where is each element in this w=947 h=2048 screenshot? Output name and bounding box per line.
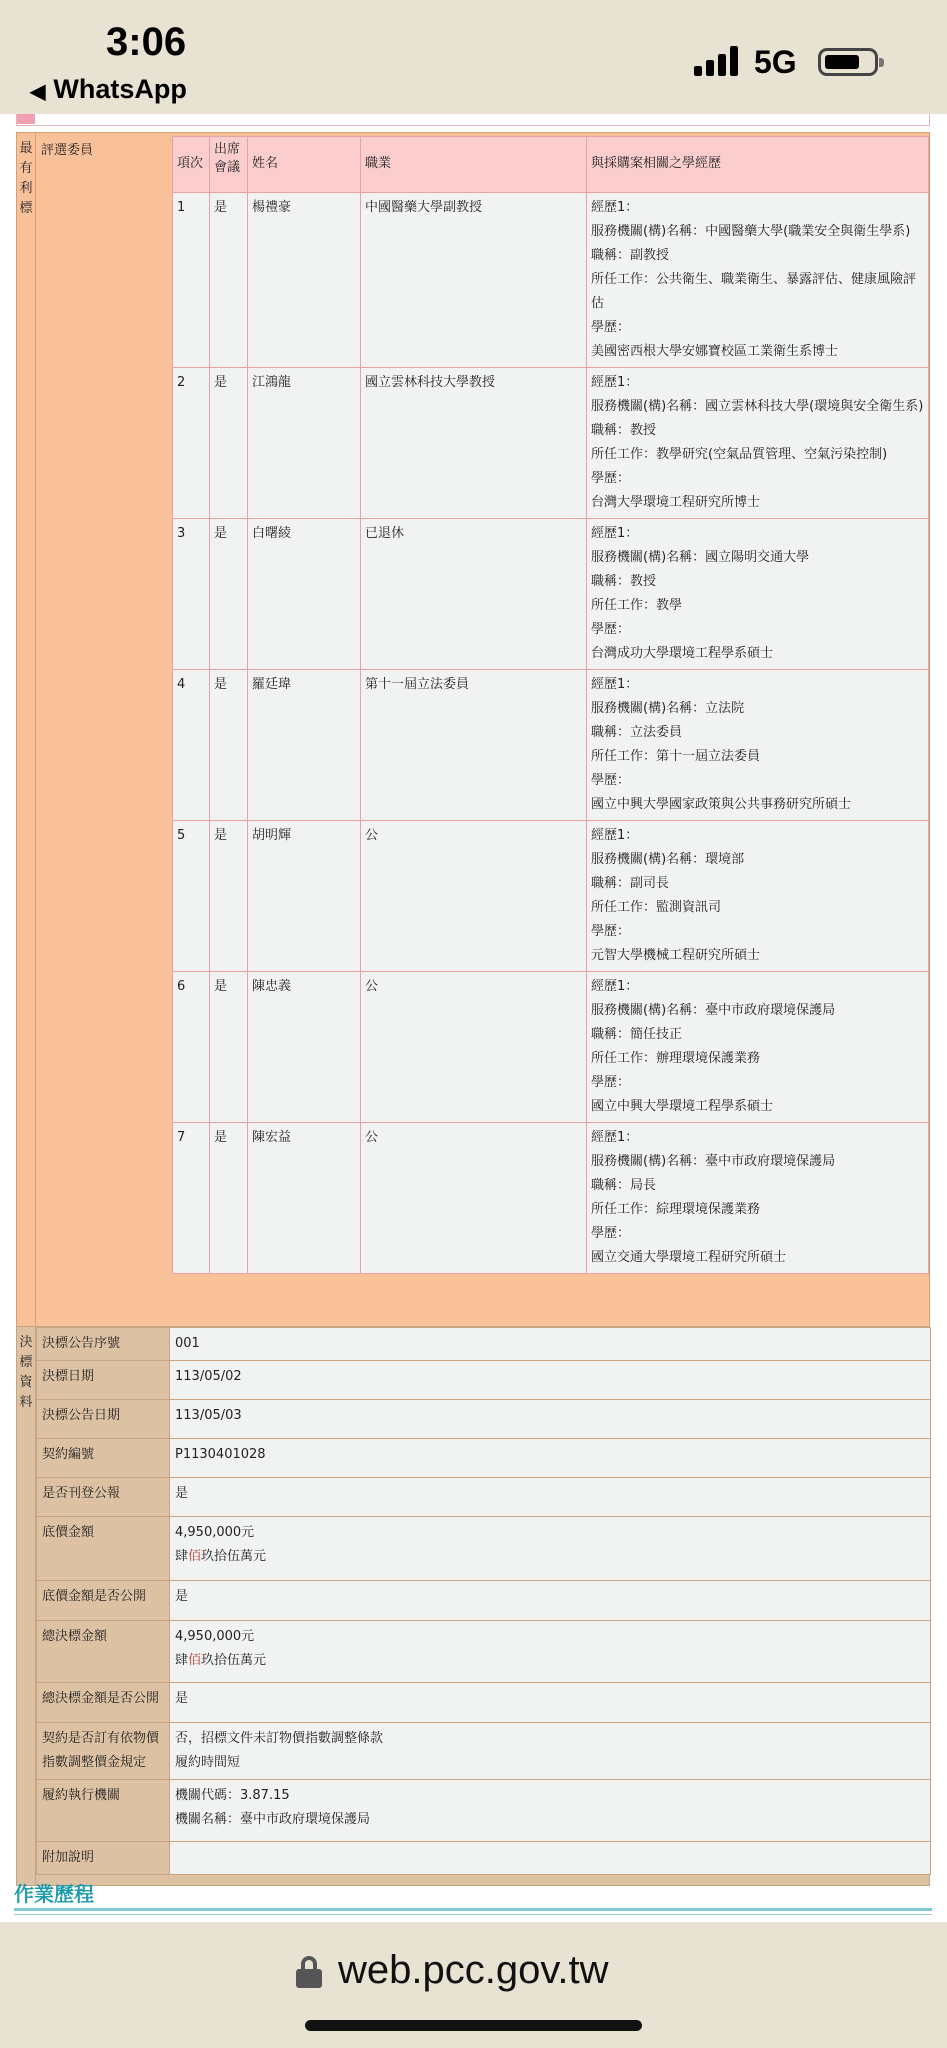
award-row-price-adjust (37, 1723, 931, 1780)
experience-line: 經歷1： (591, 1130, 639, 1145)
award-value: 113/05/03 (170, 1400, 931, 1439)
base-price-amount: 4,950,000元 (175, 1525, 255, 1540)
experience-line: 所任工作：公共衛生、職業衛生、暴露評估、健康風險評估 (591, 272, 917, 311)
experience-line: 職稱：局長 (591, 1178, 657, 1193)
award-value (170, 1842, 931, 1875)
experience-line: 學歷： (591, 471, 631, 486)
award-value: 是 (170, 1683, 931, 1723)
award-table (36, 1327, 931, 1875)
experience-line: 美國密西根大學安娜寶校區工業衛生系博士 (591, 344, 839, 359)
col-header-experience: 與採購案相關之學經歷 (587, 137, 929, 193)
award-row-note (37, 1842, 931, 1875)
cellular-signal-icon (694, 46, 740, 76)
experience-line: 所任工作：教學 (591, 598, 683, 613)
award-label: 決標公告序號 (37, 1328, 170, 1361)
experience-line: 所任工作：監測資訊司 (591, 900, 722, 915)
award-value: 是 (170, 1581, 931, 1621)
col-header-attend: 出席會議 (210, 137, 248, 193)
browser-address-bar[interactable] (0, 1922, 947, 2048)
committee-row (173, 193, 929, 368)
total-price-amount: 4,950,000元 (175, 1629, 255, 1644)
back-triangle-icon: ◀ (30, 81, 46, 103)
committee-cell-name: 江鴻龍 (248, 368, 361, 519)
experience-line: 學歷： (591, 773, 631, 788)
committee-cell-name: 羅廷瑋 (248, 670, 361, 821)
best-value-section (16, 132, 930, 1330)
back-app-label: WhatsApp (53, 74, 187, 104)
committee-cell-no: 1 (173, 193, 210, 368)
award-row-total-public (37, 1683, 931, 1723)
committee-row (173, 670, 929, 821)
experience-line: 服務機關(構)名稱：臺中市政府環境保護局 (591, 1003, 836, 1018)
committee-cell-experience (587, 821, 929, 972)
committee-cell-attend: 是 (210, 670, 248, 821)
committee-cell-job: 公 (361, 821, 587, 972)
committee-cell-experience (587, 1123, 929, 1274)
committee-row (173, 972, 929, 1123)
battery-icon (818, 48, 878, 76)
experience-line: 職稱：副教授 (591, 248, 670, 263)
award-label: 履約執行機關 (37, 1780, 170, 1842)
experience-line: 元智大學機械工程研究所碩士 (591, 948, 761, 963)
base-price-words: 肆佰玖拾伍萬元 (175, 1549, 267, 1564)
evaluation-committee-label: 評選委員 (41, 143, 94, 158)
lock-icon (296, 1956, 322, 1988)
experience-line: 職稱：簡任技正 (591, 1027, 683, 1042)
experience-line: 學歷： (591, 622, 631, 637)
history-table-edge (14, 1914, 932, 1922)
committee-cell-no: 7 (173, 1123, 210, 1274)
committee-cell-job: 國立雲林科技大學教授 (361, 368, 587, 519)
committee-cell-attend: 是 (210, 1123, 248, 1274)
award-row-total-price (37, 1621, 931, 1683)
committee-cell-name: 胡明輝 (248, 821, 361, 972)
experience-line: 所任工作：辦理環境保護業務 (591, 1051, 761, 1066)
experience-line: 服務機關(構)名稱：國立陽明交通大學 (591, 550, 810, 565)
committee-cell-job: 已退休 (361, 519, 587, 670)
experience-line: 經歷1： (591, 526, 639, 541)
award-value: P1130401028 (170, 1439, 931, 1478)
award-row-base-public (37, 1581, 931, 1621)
committee-cell-experience (587, 368, 929, 519)
experience-line: 所任工作：綜理環境保護業務 (591, 1202, 761, 1217)
award-value: 113/05/02 (170, 1361, 931, 1400)
award-label: 附加說明 (37, 1842, 170, 1875)
history-divider (14, 1908, 932, 1911)
committee-cell-no: 6 (173, 972, 210, 1123)
experience-line: 職稱：教授 (591, 574, 657, 589)
committee-cell-no: 4 (173, 670, 210, 821)
committee-cell-attend: 是 (210, 519, 248, 670)
committee-cell-attend: 是 (210, 193, 248, 368)
experience-line: 國立交通大學環境工程研究所碩士 (591, 1250, 787, 1265)
experience-line: 學歷： (591, 1075, 631, 1090)
url-text[interactable]: web.pcc.gov.tw (338, 1948, 609, 1992)
committee-cell-experience (587, 193, 929, 368)
experience-line: 服務機關(構)名稱：環境部 (591, 852, 745, 867)
col-header-job: 職業 (361, 137, 587, 193)
experience-line: 所任工作：教學研究(空氣品質管理、空氣污染控制) (591, 447, 888, 462)
committee-cell-job: 中國醫藥大學副教授 (361, 193, 587, 368)
experience-line: 經歷1： (591, 828, 639, 843)
total-price-words: 肆佰玖拾伍萬元 (175, 1653, 267, 1668)
committee-cell-job: 公 (361, 972, 587, 1123)
experience-line: 服務機關(構)名稱：臺中市政府環境保護局 (591, 1154, 836, 1169)
award-side-label: 決 標 資 料 (17, 1327, 36, 1885)
experience-line: 經歷1： (591, 677, 639, 692)
award-label: 決標公告日期 (37, 1400, 170, 1439)
web-page (0, 114, 947, 1922)
award-row (37, 1361, 931, 1400)
committee-cell-job: 公 (361, 1123, 587, 1274)
award-label: 是否刊登公報 (37, 1478, 170, 1517)
col-header-name: 姓名 (248, 137, 361, 193)
award-label: 底價金額是否公開 (37, 1581, 170, 1621)
col-header-no: 項次 (173, 137, 210, 193)
home-indicator[interactable] (305, 2020, 642, 2031)
experience-line: 所任工作：第十一屆立法委員 (591, 749, 761, 764)
award-row (37, 1439, 931, 1478)
committee-cell-experience (587, 670, 929, 821)
back-to-app-button[interactable] (30, 74, 187, 105)
experience-line: 職稱：副司長 (591, 876, 670, 891)
award-row (37, 1478, 931, 1517)
committee-cell-experience (587, 972, 929, 1123)
award-value: 機關代碼：3.87.15 機關名稱：臺中市政府環境保護局 (170, 1780, 931, 1842)
clock: 3:06 (106, 20, 187, 64)
experience-line: 經歷1： (591, 375, 639, 390)
committee-cell-attend: 是 (210, 972, 248, 1123)
award-label: 決標日期 (37, 1361, 170, 1400)
committee-cell-no: 5 (173, 821, 210, 972)
committee-cell-no: 3 (173, 519, 210, 670)
best-value-side-label: 最 有 利 標 (17, 133, 36, 1329)
award-label: 契約是否訂有依物價 指數調整價金規定 (37, 1723, 170, 1780)
experience-line: 學歷： (591, 924, 631, 939)
award-label: 總決標金額是否公開 (37, 1683, 170, 1723)
award-row-agency (37, 1780, 931, 1842)
history-section-title: 作業歷程 (14, 1882, 94, 1906)
award-row-base-price (37, 1517, 931, 1581)
award-value: 否，招標文件未訂物價指數調整條款 履約時間短 (170, 1723, 931, 1780)
award-label: 契約編號 (37, 1439, 170, 1478)
committee-row (173, 368, 929, 519)
experience-line: 台灣大學環境工程研究所博士 (591, 495, 761, 510)
experience-line: 服務機關(構)名稱：中國醫藥大學(職業安全與衛生學系) (591, 224, 911, 239)
experience-line: 國立中興大學環境工程學系碩士 (591, 1099, 774, 1114)
committee-cell-name: 白曙綾 (248, 519, 361, 670)
committee-cell-job: 第十一屆立法委員 (361, 670, 587, 821)
experience-line: 國立中興大學國家政策與公共事務研究所碩士 (591, 797, 852, 812)
committee-cell-experience (587, 519, 929, 670)
experience-line: 學歷： (591, 1226, 631, 1241)
committee-cell-name: 陳宏益 (248, 1123, 361, 1274)
experience-line: 經歷1： (591, 979, 639, 994)
committee-row (173, 821, 929, 972)
committee-row (173, 519, 929, 670)
award-row (37, 1328, 931, 1361)
experience-line: 職稱：教授 (591, 423, 657, 438)
award-value: 是 (170, 1478, 931, 1517)
experience-line: 服務機關(構)名稱：國立雲林科技大學(環境與安全衛生系) (591, 399, 924, 414)
status-bar (0, 0, 947, 114)
committee-cell-attend: 是 (210, 368, 248, 519)
award-value (170, 1621, 931, 1683)
committee-table (172, 136, 929, 1274)
experience-line: 經歷1： (591, 200, 639, 215)
award-label: 總決標金額 (37, 1621, 170, 1683)
experience-line: 服務機關(構)名稱：立法院 (591, 701, 745, 716)
committee-cell-no: 2 (173, 368, 210, 519)
committee-header-row (173, 137, 929, 193)
award-value (170, 1517, 931, 1581)
award-value: 001 (170, 1328, 931, 1361)
committee-cell-name: 陳忠義 (248, 972, 361, 1123)
experience-line: 職稱：立法委員 (591, 725, 683, 740)
previous-section-edge (16, 114, 930, 126)
experience-line: 學歷： (591, 320, 631, 335)
experience-line: 台灣成功大學環境工程學系碩士 (591, 646, 774, 661)
committee-row (173, 1123, 929, 1274)
award-section (16, 1326, 930, 1886)
award-row (37, 1400, 931, 1439)
committee-cell-name: 楊禮豪 (248, 193, 361, 368)
network-type: 5G (754, 44, 797, 80)
committee-cell-attend: 是 (210, 821, 248, 972)
award-label: 底價金額 (37, 1517, 170, 1581)
